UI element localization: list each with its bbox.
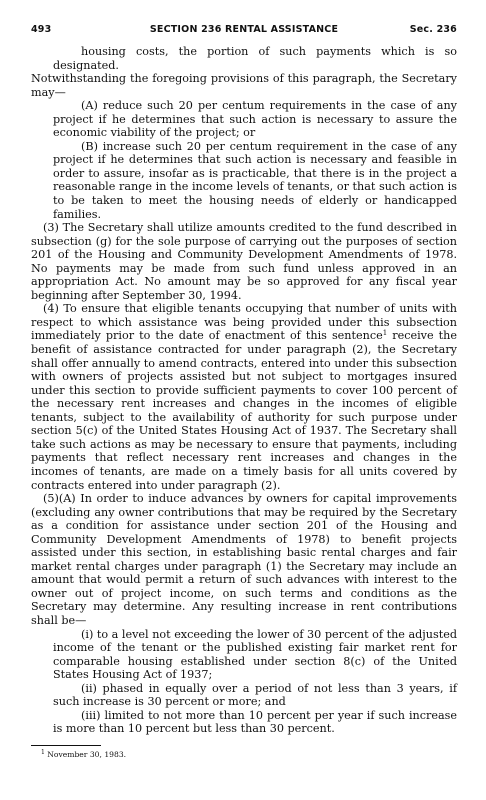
paragraph: Notwithstanding the foregoing provisions of this paragraph, the Secretary may— bbox=[31, 72, 457, 99]
paragraph: (B) increase such 20 per centum requirement in the case of any project if he determines that such action is necessary and feasible in order to assure, insofar as is practicable, that there is in the project a reasonable range in the income levels of tenants, or that such action is to be taken to meet the housing needs of elderly or handicapped families. bbox=[53, 139, 457, 221]
footnote-reference: 1 bbox=[382, 329, 388, 338]
paragraph: (iii) limited to not more than 10 percent per year if such increase is more than 10 percent but less than 30 percent. bbox=[53, 708, 457, 736]
paragraph-text: receive the benefit of assistance contracted for under paragraph (2), the Secretary shall offer annually to amend contracts, entered into under this subsection with owners of projects assisted but not subject to mortgages insured under this section to provide sufficient payments to cover 100 percent of the necessary rent increases and changes in the incomes of eligible tenants, subject to the availability of authority for such purpose under section 5(c) of the United States Housing Act of 1937. The Secretary shall take such actions as may be necessary to ensure that payments, including payments that reflect necessary rent increases and changes in the incomes of tenants, are made on a timely basis for all units covered by contracts entered into under paragraph (2). bbox=[31, 329, 457, 492]
paragraph: (3) The Secretary shall utilize amounts credited to the fund described in subsection (g) for the sole purpose of carrying out the purposes of section 201 of the Housing and Community Development Amendments of 1978. No payments may be made from such fund unless approved in an appropriation Act. No amount may be so approved for any fiscal year beginning after September 30, 1994. bbox=[31, 221, 457, 302]
footnote bbox=[31, 750, 457, 759]
header-title: SECTION 236 RENTAL ASSISTANCE bbox=[149, 24, 339, 35]
header-section: Sec. 236 bbox=[409, 24, 457, 35]
paragraph: (A) reduce such 20 per centum requirements in the case of any project if he determines that such action is necessary to assure the economic viability of the project; or bbox=[53, 99, 457, 140]
footnote-marker: 1 bbox=[41, 748, 45, 756]
paragraph-text: (4) To ensure that eligible tenants occupying that number of units with respect to which assistance was being provided under this subsection immediately prior to the date of enactment of this sentence bbox=[31, 302, 457, 343]
paragraph bbox=[31, 302, 457, 492]
paragraph: (ii) phased in equally over a period of not less than 3 years, if such increase is 30 percent or more; and bbox=[53, 681, 457, 709]
paragraph: (i) to a level not exceeding the lower of 30 percent of the adjusted income of the tenant or the published existing fair market rent for comparable housing established under section 8(c) of the United States Housing Act of 1937; bbox=[53, 627, 457, 682]
footnote-text: November 30, 1983. bbox=[47, 749, 127, 759]
footnote-divider bbox=[31, 745, 101, 746]
document-page bbox=[31, 24, 457, 759]
paragraph: housing costs, the portion of such payments which is so designated. bbox=[53, 45, 457, 72]
page-number: 493 bbox=[31, 24, 52, 35]
document-body bbox=[31, 45, 457, 736]
running-header bbox=[31, 24, 457, 38]
paragraph: (5)(A) In order to induce advances by owners for capital improvements (excluding any owner contributions that may be required by the Secretary as a condition for assistance under section 201 of the Housing and Community Development Amendments of 1978) to benefit projects assisted under this section, in establishing basic rental charges and fair market rental charges under paragraph (1) the Secretary may include an amount that would permit a return of such advances with interest to the owner out of project income, on such terms and conditions as the Secretary may determine. Any resulting increase in rent contributions shall be— bbox=[31, 492, 457, 627]
